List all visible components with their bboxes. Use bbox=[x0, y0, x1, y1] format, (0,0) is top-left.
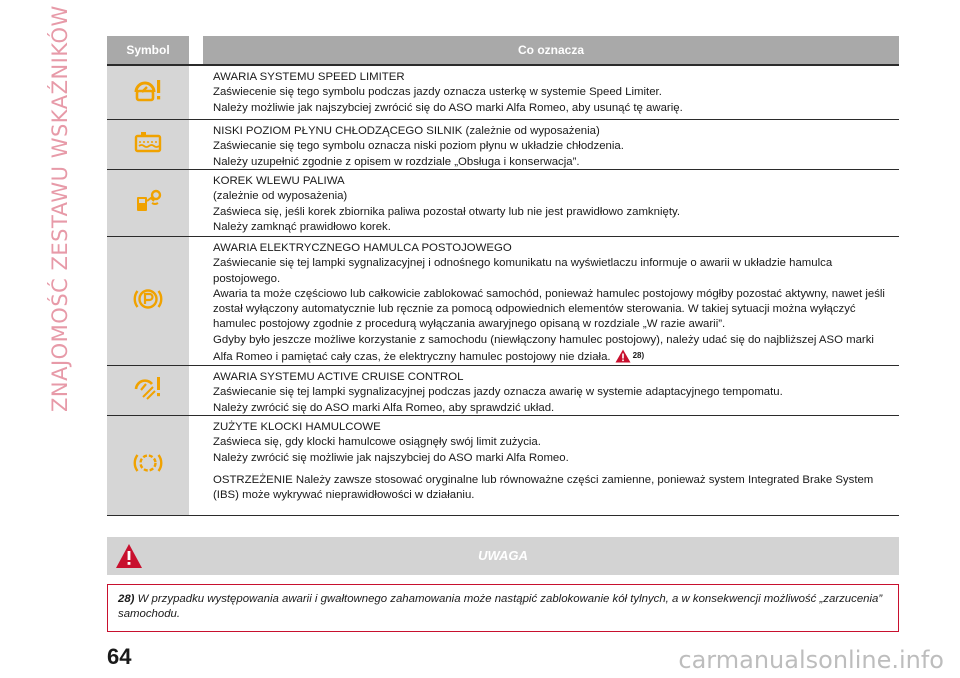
row-note: OSTRZEŻENIE Należy zawsze stosować oryginalne lub równoważne części zamienne, ponieważ system Integrated Brake System (IBS) może wykrywać nieprawidłowości w działaniu. bbox=[213, 473, 874, 502]
fuel-cap-icon bbox=[133, 187, 163, 220]
table-row: KOREK WLEWU PALIWA (zależnie od wyposażenia) Zaświeca się, jeśli korek zbiornika paliwa pozostał otwarty lub nie jest prawidłowo zamknięty. Należy zamknąć prawidłowo korek. bbox=[107, 170, 899, 237]
table-row: NISKI POZIOM PŁYNU CHŁODZĄCEGO SILNIK (zależnie od wyposażenia) Zaświecanie się tego symbolu oznacza niski poziom płynu w układzie chłodzenia. Należy uzupełnić zgodnie z opisem w rozdziale „Obsługa i konserwacja”. bbox=[107, 120, 899, 170]
warning-number: 28) bbox=[118, 593, 135, 605]
table-row: AWARIA ELEKTRYCZNEGO HAMULCA POSTOJOWEGO Zaświecanie się tej lampki sygnalizacyjnej i odnośnego komunikatu na wyświetlaczu informuje o awarii w układzie hamulca postojowego. Awaria ta może częściowo lub całkowicie zablokować samochód, ponieważ hamulec postojowy mógłby pozostać aktywny, nawet jeśli został wyłączony automatycznie lub ręcznie za pomocą odpowiednich elementów sterowania. W takiej sytuacji można wyłączyć hamulec postojowy zgodnie z procedurą wyłączania awaryjnego opisaną w rozdziale „W razie awarii”. Gdyby było jeszcze możliwe korzystanie z samochodu (niewłączony hamulec postojowy), należy udać się do najbliższej ASO marki Alfa Romeo i pamiętać cały czas, że elektryczny hamulec postojowy nie działa. 28) bbox=[107, 237, 899, 366]
warning-title: UWAGA bbox=[478, 548, 528, 563]
header-meaning: Co oznacza bbox=[517, 43, 584, 57]
watermark: carmanualsonline.info bbox=[678, 646, 944, 674]
page-number: 64 bbox=[107, 644, 132, 669]
row-title: AWARIA ELEKTRYCZNEGO HAMULCA POSTOJOWEGO bbox=[213, 242, 512, 254]
footnote-ref[interactable]: 28) bbox=[632, 351, 645, 361]
row-title: AWARIA SYSTEMU SPEED LIMITER bbox=[213, 71, 405, 83]
symbol-table bbox=[107, 36, 899, 516]
low-coolant-level-icon bbox=[133, 131, 163, 158]
table-header bbox=[107, 36, 899, 64]
row-title: KOREK WLEWU PALIWA bbox=[213, 175, 345, 187]
header-symbol: Symbol bbox=[126, 43, 170, 57]
side-chapter-title: ZNAJOMOŚĆ ZESTAWU WSKAŹNIKÓW bbox=[48, 5, 72, 412]
speed-limiter-failure-icon bbox=[133, 77, 163, 108]
warning-header bbox=[107, 537, 899, 575]
brake-pad-wear-icon bbox=[133, 450, 163, 481]
active-cruise-control-failure-icon bbox=[133, 375, 163, 406]
row-title: AWARIA SYSTEMU ACTIVE CRUISE CONTROL bbox=[213, 371, 464, 383]
row-title: NISKI POZIOM PŁYNU CHŁODZĄCEGO SILNIK (zależnie od wyposażenia) bbox=[213, 125, 600, 137]
electric-parking-brake-failure-icon bbox=[133, 286, 163, 317]
warning-text: W przypadku występowania awarii i gwałtownego zahamowania może nastąpić zablokowanie kół tylnych, a w konsekwencji możliwość „zarzucenia” samochodu. bbox=[118, 593, 883, 620]
table-row: AWARIA SYSTEMU SPEED LIMITER Zaświecenie się tego symbolu podczas jazdy oznacza usterkę w systemie Speed Limiter. Należy możliwie jak najszybciej zwrócić się do ASO marki Alfa Romeo, aby usunąć tę awarię. bbox=[107, 64, 899, 120]
table-row: ZUŻYTE KLOCKI HAMULCOWE Zaświeca się, gdy klocki hamulcowe osiągnęły swój limit zużycia. Należy zwrócić się możliwie jak najszybciej do ASO marki Alfa Romeo. OSTRZEŻENIE Należy zawsze stosować oryginalne lub równoważne części zamienne, ponieważ system Integrated Brake System (IBS) może wykrywać nieprawidłowości w działaniu. bbox=[107, 416, 899, 516]
table-row: AWARIA SYSTEMU ACTIVE CRUISE CONTROL Zaświecanie się tej lampki sygnalizacyjnej podczas jazdy oznacza awarię w systemie adaptacyjnego tempomatu. Należy zwrócić się do ASO marki Alfa Romeo, aby sprawdzić układ. bbox=[107, 366, 899, 416]
warning-body bbox=[107, 584, 899, 632]
row-title: ZUŻYTE KLOCKI HAMULCOWE bbox=[213, 421, 381, 433]
